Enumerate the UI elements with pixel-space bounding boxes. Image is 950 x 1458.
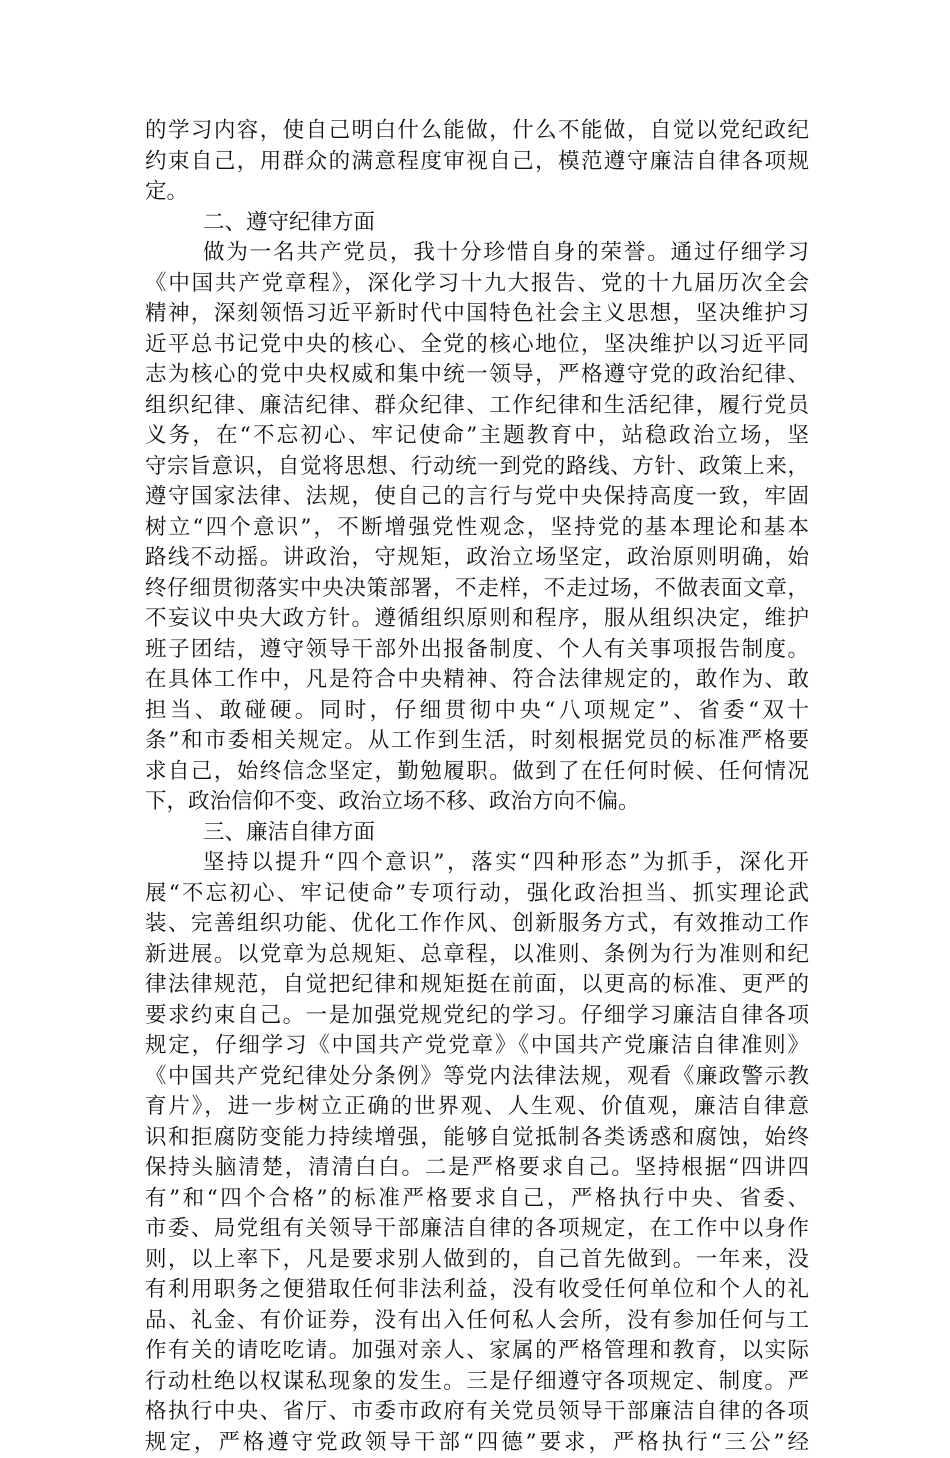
text-line: 遵守国家法律、法规，使自己的言行与党中央保持高度一致，牢固 [145,482,809,513]
text-line: 《中国共产党纪律处分条例》等党内法律法规，观看《廉政警示教 [145,1062,809,1093]
text-line: 树立“四个意识”，不断增强党性观念，坚持党的基本理论和基本 [145,513,809,544]
text-line: 担当、敢碰硬。同时，仔细贯彻中央“八项规定”、省委“双十 [145,696,809,727]
text-line: 品、礼金、有价证券，没有出入任何私人会所，没有参加任何与工 [145,1306,809,1337]
text-line: 志为核心的党中央权威和集中统一领导，严格遵守党的政治纪律、 [145,360,809,391]
text-line: 义务，在“不忘初心、牢记使命”主题教育中，站稳政治立场，坚 [145,421,809,452]
text-line: 定。 [145,177,809,208]
text-line: 有利用职务之便猎取任何非法利益，没有收受任何单位和个人的礼 [145,1275,809,1306]
text-line: 格执行中央、省厅、市委市政府有关党员领导干部廉洁自律的各项 [145,1397,809,1428]
text-line: 组织纪律、廉洁纪律、群众纪律、工作纪律和生活纪律，履行党员 [145,391,809,422]
text-line: 展“不忘初心、牢记使命”专项行动，强化政治担当、抓实理论武 [145,879,809,910]
text-line: 要求约束自己。一是加强党规党纪的学习。仔细学习廉洁自律各项 [145,1001,809,1032]
text-line: 在具体工作中，凡是符合中央精神、符合法律规定的，敢作为、敢 [145,665,809,696]
text-line: 路线不动摇。讲政治，守规矩，政治立场坚定，政治原则明确，始 [145,543,809,574]
section-heading: 二、遵守纪律方面 [145,208,809,239]
text-line: 约束自己，用群众的满意程度审视自己，模范遵守廉洁自律各项规 [145,147,809,178]
text-line: 识和拒腐防变能力持续增强，能够自觉抵制各类诱惑和腐蚀，始终 [145,1123,809,1154]
text-line: 有”和“四个合格”的标准严格要求自己，严格执行中央、省委、 [145,1184,809,1215]
text-line: 《中国共产党章程》，深化学习十九大报告、党的十九届历次全会 [145,269,809,300]
text-line: 求自己，始终信念坚定，勤勉履职。做到了在任何时候、任何情况 [145,757,809,788]
text-line: 保持头脑清楚，清清白白。二是严格要求自己。坚持根据“四讲四 [145,1153,809,1184]
document-body [145,116,809,1458]
text-line: 律法律规范，自觉把纪律和规矩挺在前面，以更高的标准、更严的 [145,970,809,1001]
text-line: 精神，深刻领悟习近平新时代中国特色社会主义思想，坚决维护习 [145,299,809,330]
section-heading: 三、廉洁自律方面 [145,818,809,849]
text-line: 终仔细贯彻落实中央决策部署，不走样，不走过场，不做表面文章， [145,574,809,605]
text-line: 则，以上率下，凡是要求别人做到的，自己首先做到。一年来，没 [145,1245,809,1276]
text-line: 育片》，进一步树立正确的世界观、人生观、价值观，廉洁自律意 [145,1092,809,1123]
text-line: 装、完善组织功能、优化工作作风、创新服务方式，有效推动工作 [145,909,809,940]
text-line: 条”和市委相关规定。从工作到生活，时刻根据党员的标准严格要 [145,726,809,757]
text-line: 规定，仔细学习《中国共产党党章》《中国共产党廉洁自律准则》 [145,1031,809,1062]
text-line: 新进展。以党章为总规矩、总章程，以准则、条例为行为准则和纪 [145,940,809,971]
text-line: 行动杜绝以权谋私现象的发生。三是仔细遵守各项规定、制度。严 [145,1367,809,1398]
text-line: 的学习内容，使自己明白什么能做，什么不能做，自觉以党纪政纪 [145,116,809,147]
text-line: 坚持以提升“四个意识”，落实“四种形态”为抓手，深化开 [145,848,809,879]
text-line: 作有关的请吃吃请。加强对亲人、家属的严格管理和教育，以实际 [145,1336,809,1367]
text-line: 不妄议中央大政方针。遵循组织原则和程序，服从组织决定，维护 [145,604,809,635]
text-line: 规定，严格遵守党政领导干部“四德”要求，严格执行“三公”经 [145,1428,809,1458]
text-line: 市委、局党组有关领导干部廉洁自律的各项规定，在工作中以身作 [145,1214,809,1245]
text-line: 班子团结，遵守领导干部外出报备制度、个人有关事项报告制度。 [145,635,809,666]
text-line: 守宗旨意识，自觉将思想、行动统一到党的路线、方针、政策上来， [145,452,809,483]
text-line: 下，政治信仰不变、政治立场不移、政治方向不偏。 [145,787,809,818]
text-line: 近平总书记党中央的核心、全党的核心地位，坚决维护以习近平同 [145,330,809,361]
text-line: 做为一名共产党员，我十分珍惜自身的荣誉。通过仔细学习 [145,238,809,269]
